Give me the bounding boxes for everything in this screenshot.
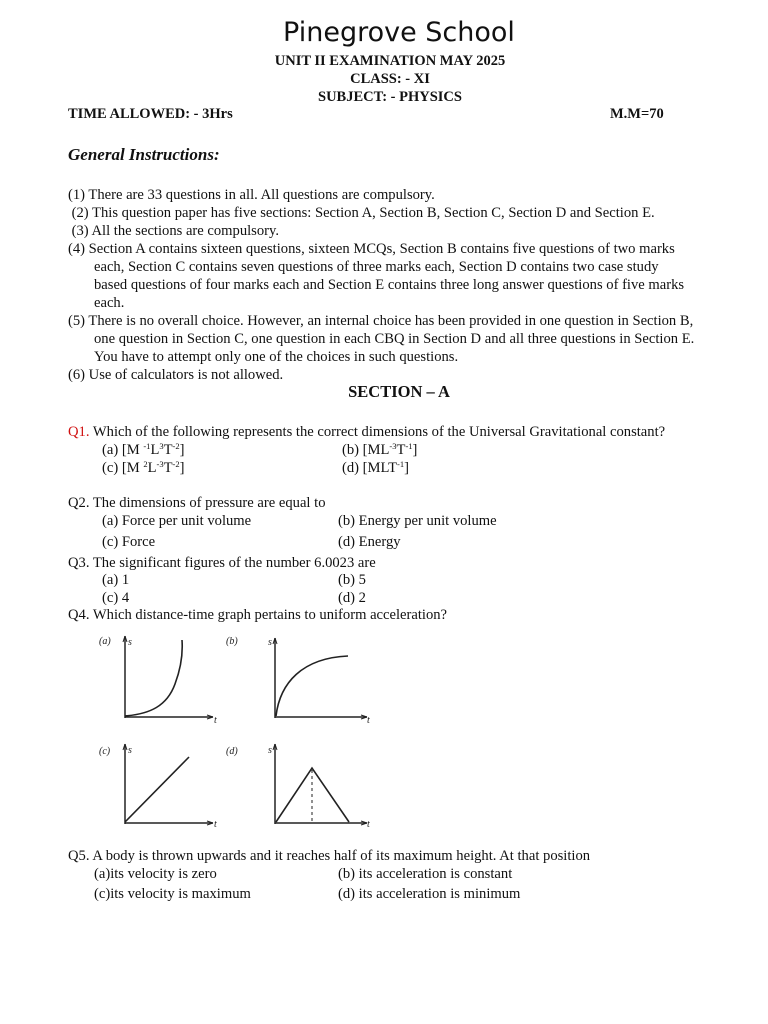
- graph-label: (c): [99, 746, 111, 757]
- max-marks: M.M=70: [610, 106, 664, 122]
- graph-label: (d): [226, 746, 238, 757]
- question-1: [68, 424, 665, 441]
- instructions-list: [68, 186, 748, 384]
- instructions-title: General Instructions:: [68, 145, 220, 164]
- option-b: (b) Energy per unit volume: [338, 513, 497, 529]
- option-a: (a)its velocity is zero: [94, 866, 217, 882]
- graph-b: [222, 628, 377, 728]
- subject-label: SUBJECT: - PHYSICS: [318, 89, 462, 105]
- axis-label-t: t: [367, 715, 370, 726]
- instruction-line: (6) Use of calculators is not allowed.: [68, 367, 284, 383]
- option-b: (b) 5: [338, 572, 366, 588]
- axis-label-s: s: [128, 745, 132, 756]
- question-3: Q3. The significant figures of the number 6.0023 are: [68, 555, 376, 571]
- option-b: (b) $[ML^{-3}T^{-1}]$: [342, 441, 418, 458]
- axis-label-s: s: [128, 637, 132, 648]
- instruction-line: based questions of four marks each and Section E contains three long answer questions of five marks: [94, 277, 685, 293]
- question-4: Q4. Which distance-time graph pertains to uniform acceleration?: [68, 607, 448, 623]
- class-label: CLASS: - XI: [350, 71, 430, 87]
- graph-d: [222, 738, 377, 833]
- section-heading: SECTION – A: [348, 382, 450, 401]
- option-b: (b) its acceleration is constant: [338, 866, 513, 882]
- axis-label-t: t: [367, 819, 370, 830]
- option-c: (c) 4: [102, 590, 130, 606]
- instruction-line: each.: [94, 295, 125, 311]
- option-d: (d) its acceleration is minimum: [338, 886, 521, 902]
- exam-title: UNIT II EXAMINATION MAY 2025: [274, 53, 506, 69]
- instruction-line: (2) This question paper has five sections: Section A, Section B, Section C, Section D and Section E.: [68, 205, 655, 221]
- instruction-line: (3) All the sections are compulsory.: [68, 223, 280, 239]
- instruction-line: (5) There is no overall choice. However, an internal choice has been provided in one question in Section B,: [68, 313, 694, 329]
- option-a: (a) [M $^{-1}L^3T^{-2}$]: [102, 441, 185, 458]
- instruction-line: each, Section C contains seven questions of three marks each, Section D contains two case study: [94, 259, 659, 275]
- option-d: (d) 2: [338, 590, 366, 606]
- question-5: Q5. A body is thrown upwards and it reaches half of its maximum height. At that position: [68, 848, 591, 864]
- option-a: (a) 1: [102, 572, 130, 588]
- graph-label: (b): [226, 636, 238, 647]
- option-c: (c) [M $^2L^{-3}T^{-2}$]: [102, 459, 185, 476]
- axis-label-t: t: [214, 819, 217, 830]
- school-name: Pinegrove School: [283, 17, 515, 48]
- option-c: (c) Force: [102, 534, 156, 550]
- instruction-line: (1) There are 33 questions in all. All questions are compulsory.: [68, 187, 435, 203]
- question-2: Q2. The dimensions of pressure are equal to: [68, 495, 326, 511]
- line-straight: [125, 757, 189, 822]
- instruction-line: (4) Section A contains sixteen questions, sixteen MCQs, Section B contains five questions of two marks: [68, 241, 675, 257]
- option-a: (a) Force per unit volume: [102, 513, 252, 529]
- time-allowed: TIME ALLOWED: - 3Hrs: [68, 106, 233, 122]
- option-d: (d) $[MLT^{-1}]$: [342, 459, 409, 476]
- question-text: Which of the following represents the correct dimensions of the Universal Gravitational constant?: [89, 424, 666, 440]
- curve-parabola: [125, 640, 182, 716]
- instruction-line: one question in Section C, one question in each CBQ in Section D and all three questions in Section E.: [94, 331, 695, 347]
- option-c: (c)its velocity is maximum: [94, 886, 251, 902]
- question-number: Q1.: [68, 424, 90, 440]
- graph-a: [95, 628, 225, 728]
- instruction-line: You have to attempt only one of the choices in such questions.: [94, 349, 459, 365]
- option-d: (d) Energy: [338, 534, 401, 550]
- axis-label-s: s: [268, 745, 272, 756]
- graph-label: (a): [99, 636, 111, 647]
- curve-saturating: [276, 656, 348, 716]
- axis-label-t: t: [214, 715, 217, 726]
- axis-label-s: s: [268, 637, 272, 648]
- graph-c: [95, 738, 225, 833]
